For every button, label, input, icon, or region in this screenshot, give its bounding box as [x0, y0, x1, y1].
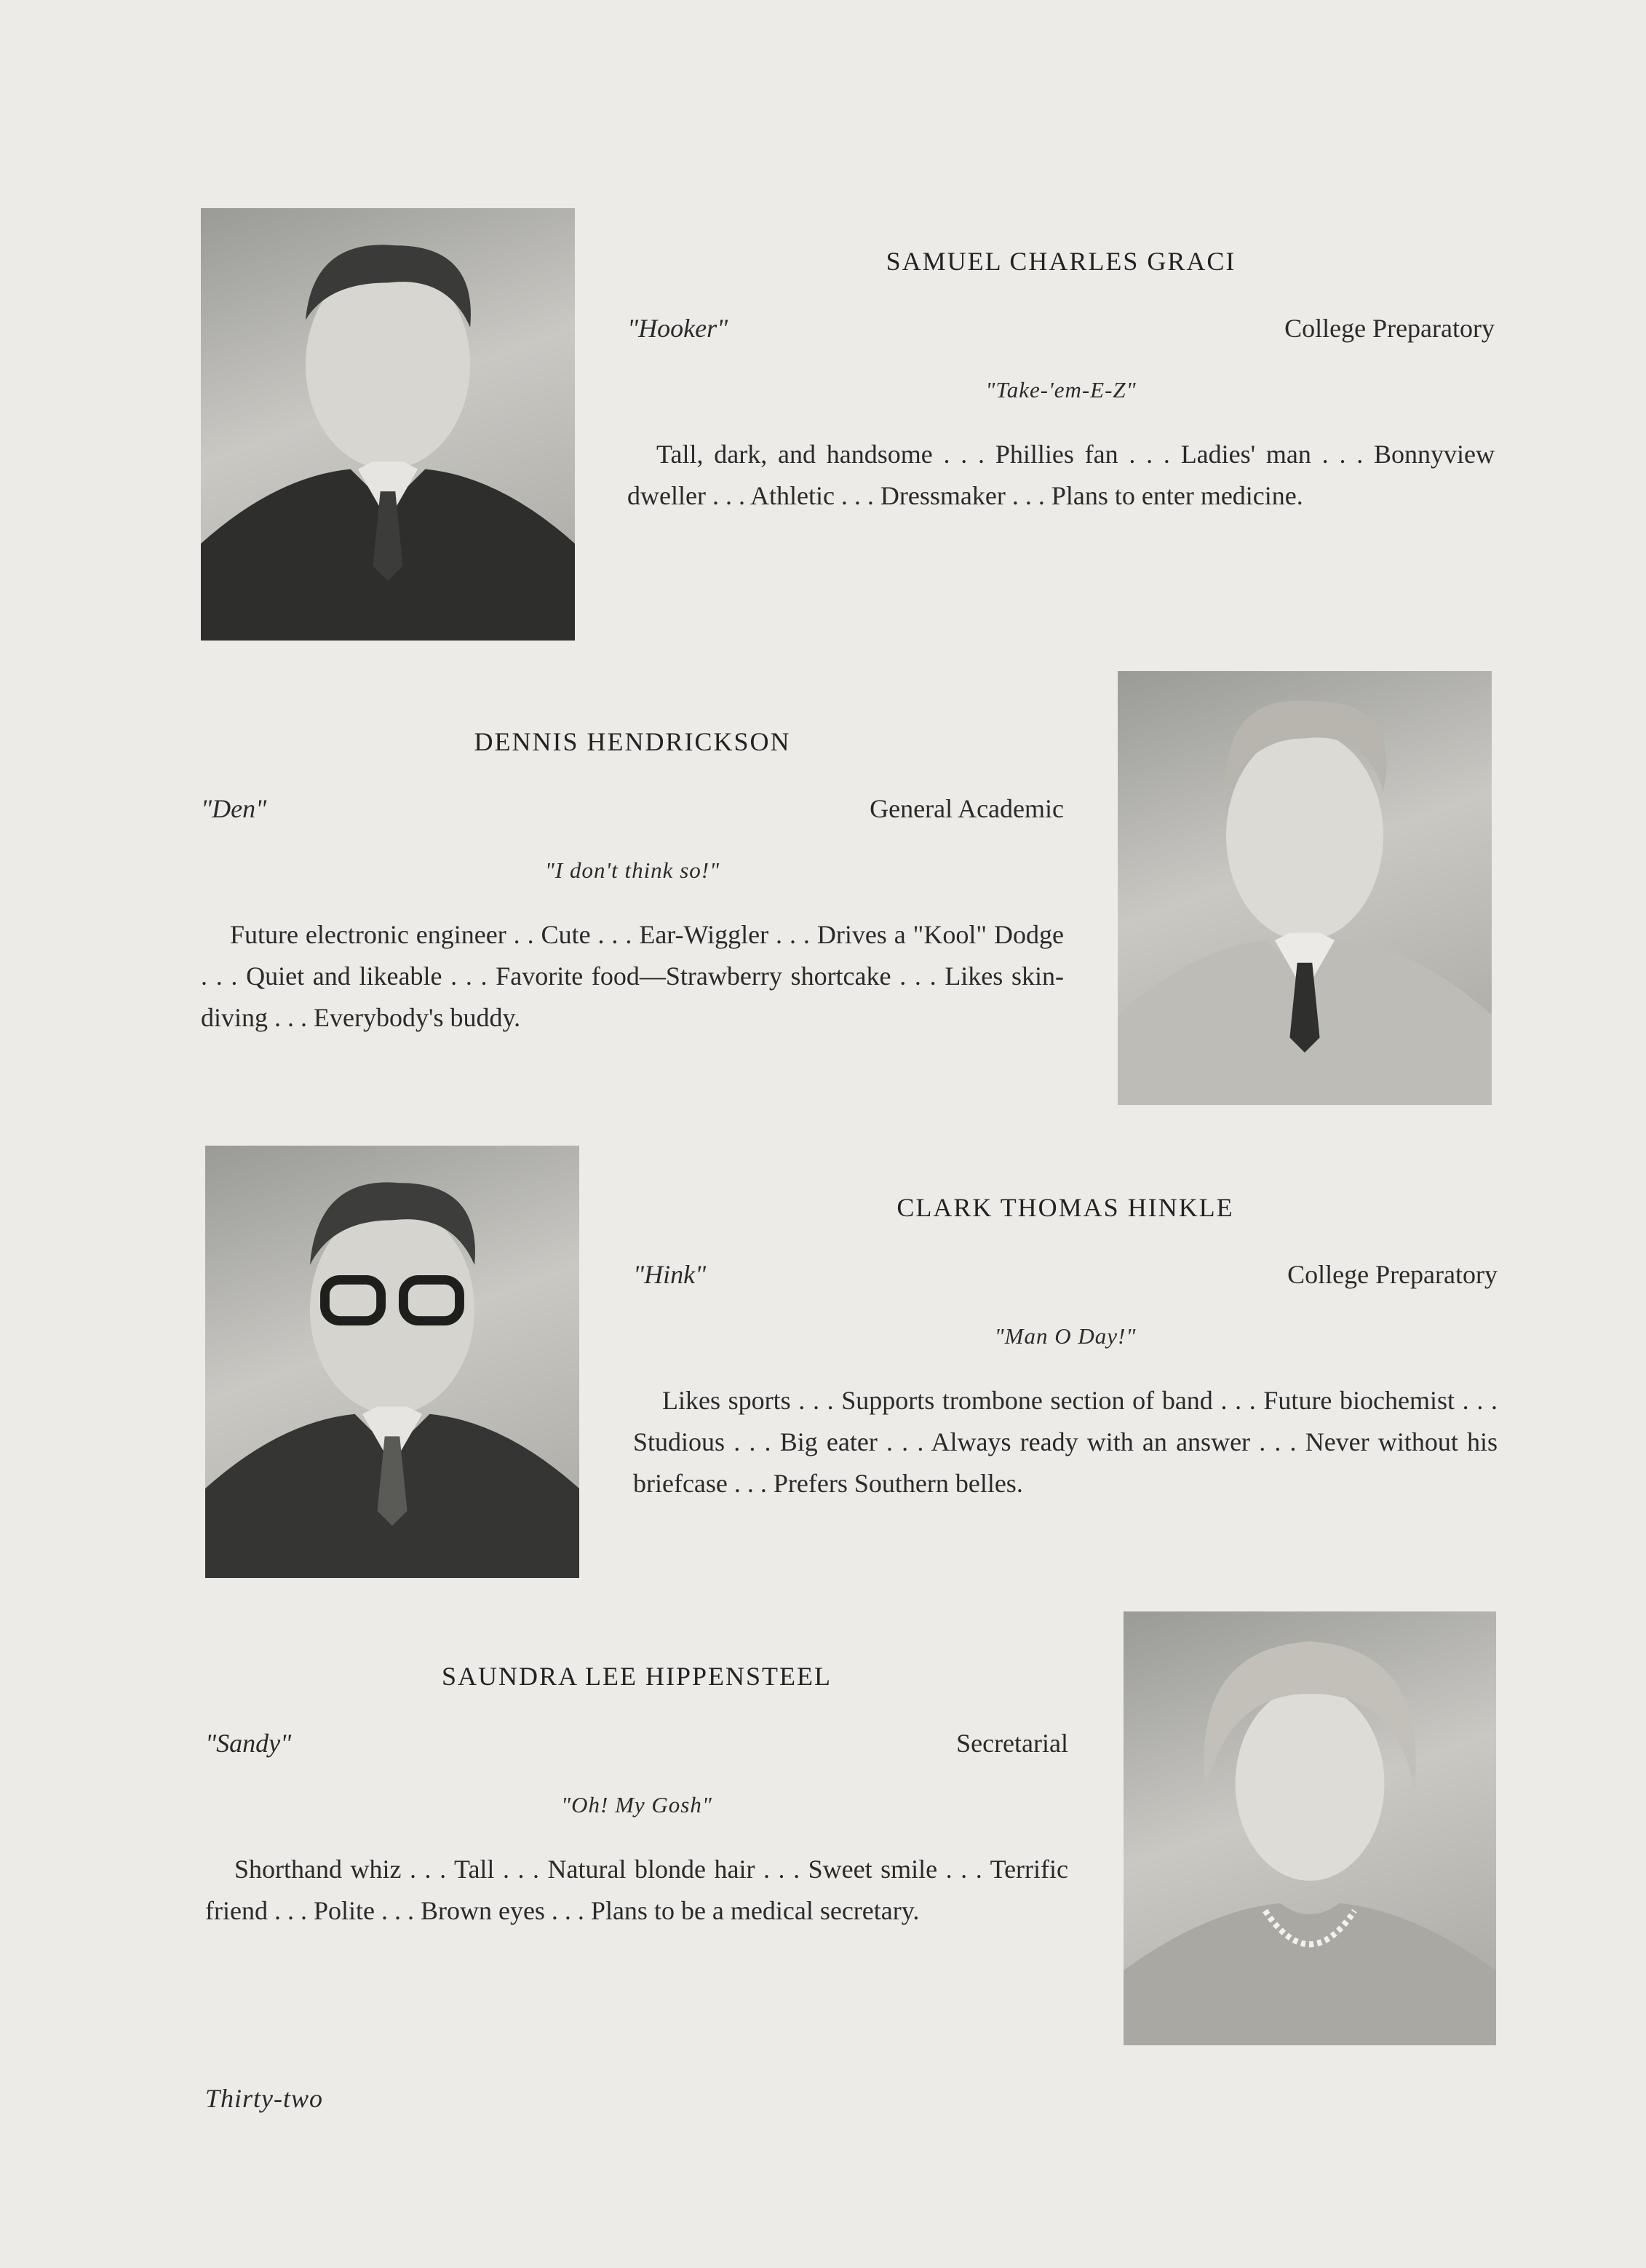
- senior-name: CLARK THOMAS HINKLE: [896, 1193, 1234, 1222]
- senior-course: Secretarial: [956, 1729, 1068, 1758]
- senior-course: College Preparatory: [1284, 314, 1495, 343]
- senior-name: DENNIS HENDRICKSON: [474, 727, 791, 756]
- page-number: Thirty-two: [205, 2084, 324, 2113]
- senior-bio: Shorthand whiz . . . Tall . . . Natural blonde hair . . . Sweet smile . . . Terrific friend . . . Polite . . . Brown eyes . . . Plans to be a medical secretary.: [205, 1855, 1068, 1925]
- senior-course: General Academic: [870, 794, 1064, 823]
- senior-nickname: "Sandy": [205, 1729, 292, 1758]
- senior-nickname: "Hooker": [627, 314, 728, 343]
- senior-name: SAMUEL CHARLES GRACI: [886, 247, 1236, 276]
- senior-nickname: "Hink": [633, 1260, 707, 1289]
- senior-motto: "Oh! My Gosh": [561, 1792, 712, 1817]
- senior-bio: Future electronic engineer . . Cute . . . Ear-Wiggler . . . Drives a "Kool" Dodge . . . Quiet and likeable . . . Favorite food—Strawberry shortcake . . . Likes skin-diving . . . Everybody's buddy.: [201, 920, 1064, 1032]
- senior-entry: [201, 726, 1064, 1039]
- senior-nickname: "Den": [201, 794, 267, 823]
- senior-bio: Tall, dark, and handsome . . . Phillies fan . . . Ladies' man . . . Bonnyview dweller . . . Athletic . . . Dressmaker . . . Plans to enter medicine.: [627, 440, 1495, 510]
- senior-bio: Likes sports . . . Supports trombone section of band . . . Future biochemist . . . Studious . . . Big eater . . . Always ready with an answer . . . Never without his briefcase . . . Prefers Southern belles.: [633, 1386, 1498, 1498]
- senior-name: SAUNDRA LEE HIPPENSTEEL: [441, 1662, 832, 1691]
- senior-motto: "I don't think so!": [544, 857, 720, 883]
- portrait-photo: [201, 208, 575, 641]
- senior-motto: "Man O Day!": [994, 1323, 1137, 1349]
- senior-entry: [633, 1192, 1498, 1504]
- portrait-photo: [1118, 671, 1492, 1105]
- portrait-photo: [1124, 1611, 1496, 2045]
- senior-entry: [205, 1661, 1068, 1932]
- senior-motto: "Take-'em-E-Z": [985, 377, 1137, 403]
- portrait-photo: [205, 1146, 579, 1578]
- senior-entry: [627, 246, 1495, 517]
- senior-course: College Preparatory: [1287, 1260, 1498, 1289]
